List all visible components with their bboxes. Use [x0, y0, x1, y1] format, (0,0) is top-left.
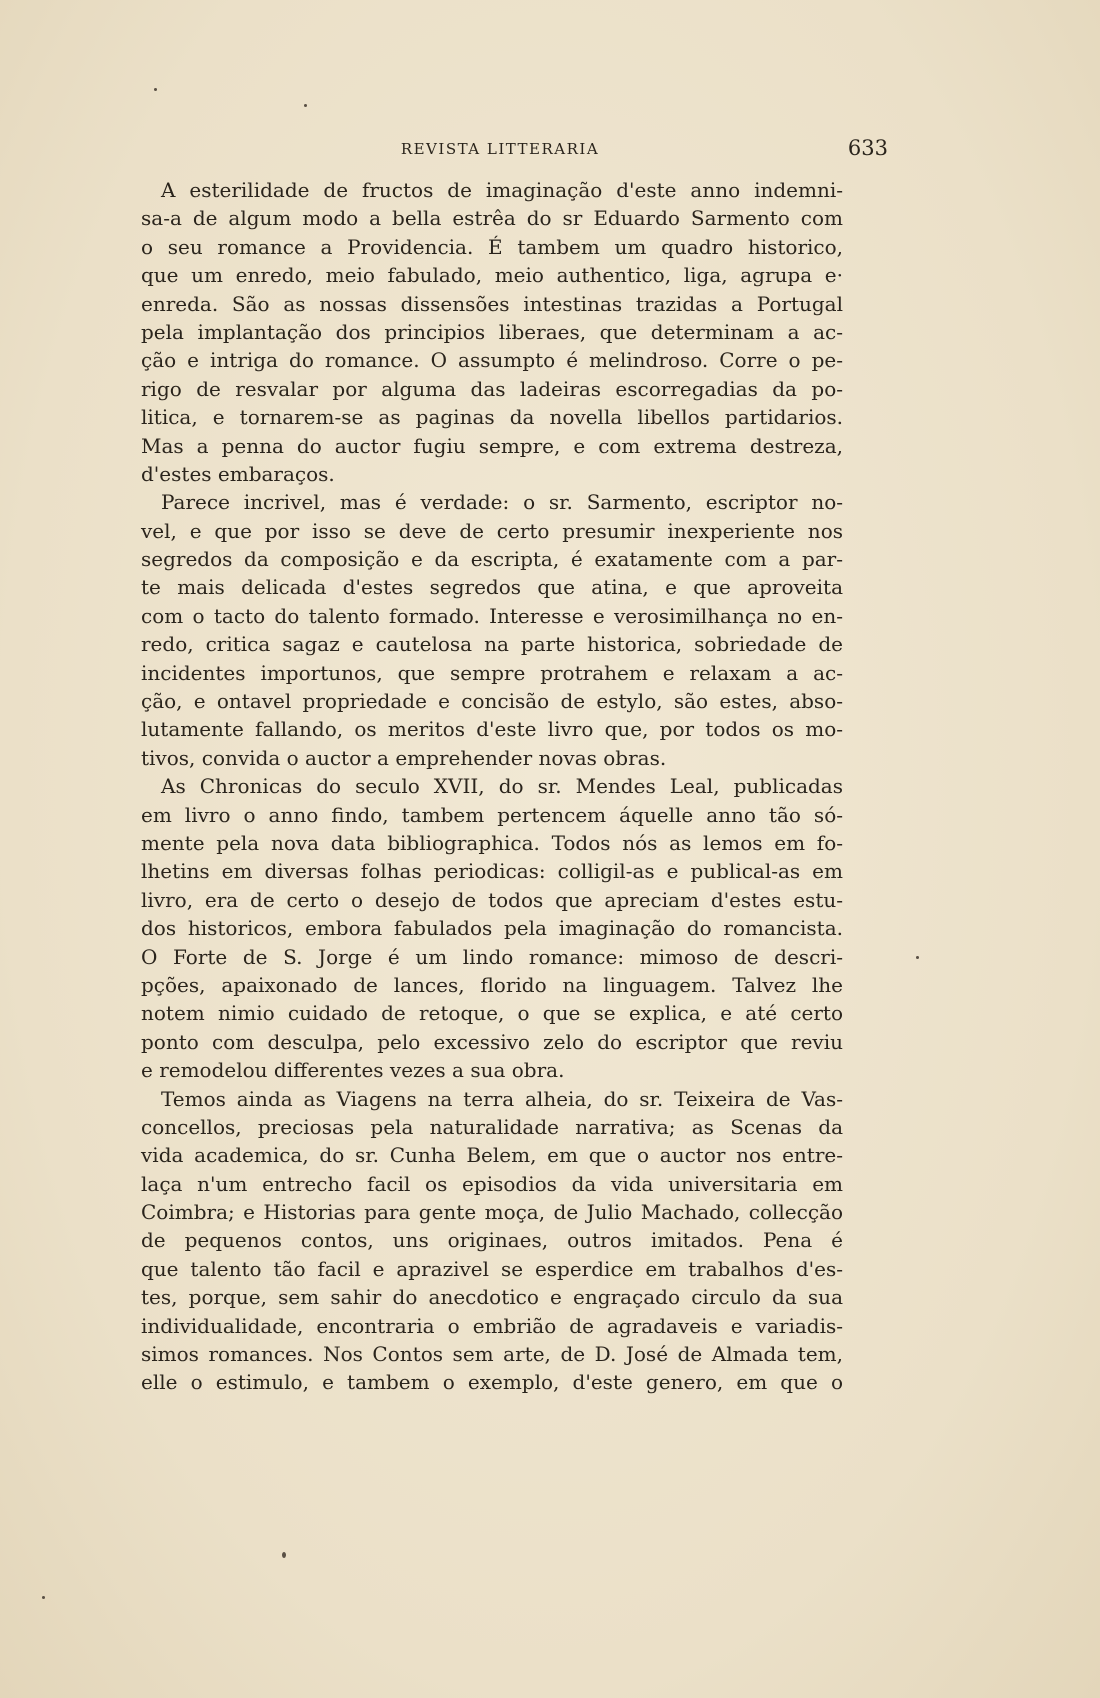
text-line: litica, e tornarem-se as paginas da novella libellos partidarios.	[141, 405, 843, 430]
text-line: tes, porque, sem sahir do anecdotico e engraçado circulo da sua	[141, 1285, 843, 1310]
text-line: As Chronicas do seculo XVII, do sr. Mendes Leal, publicadas	[161, 774, 843, 799]
text-line: que talento tão facil e aprazivel se esperdice em trabalhos d'es-	[141, 1256, 843, 1281]
text-line: ção, e ontavel propriedade e concisão de estylo, são estes, abso-	[141, 689, 843, 714]
text-line: individualidade, encontraria o embrião de agradaveis e variadis-	[141, 1313, 843, 1338]
text-line: d'estes embaraços.	[141, 461, 335, 486]
text-line: O Forte de S. Jorge é um lindo romance: mimoso de descri-	[141, 944, 843, 969]
text-line: enreda. São as nossas dissensões intestinas trazidas a Portugal	[141, 291, 843, 316]
text-line: Parece incrivel, mas é verdade: o sr. Sarmento, escriptor no-	[161, 490, 843, 515]
text-line: mente pela nova data bibliographica. Todos nós as lemos em fo-	[141, 830, 843, 855]
text-line: A esterilidade de fructos de imaginação d'este anno indemni-	[161, 178, 843, 202]
text-line: pela implantação dos principios liberaes, que determinam a ac-	[141, 319, 843, 344]
text-line: Temos ainda as Viagens na terra alheia, do sr. Teixeira de Vas-	[161, 1086, 843, 1111]
paper-speck	[42, 1596, 45, 1599]
text-line: de pequenos contos, uns originaes, outros imitados. Pena é	[141, 1228, 843, 1253]
text-line: sa-a de algum modo a bella estrêa do sr Eduardo Sarmento com	[141, 206, 843, 231]
paper-speck	[304, 104, 307, 107]
text-line: o seu romance a Providencia. É tambem um quadro historico,	[141, 234, 843, 259]
text-line: vida academica, do sr. Cunha Belem, em que o auctor nos entre-	[141, 1143, 843, 1168]
text-line: lutamente fallando, os meritos d'este livro que, por todos os mo-	[141, 717, 843, 742]
text-line: elle o estimulo, e tambem o exemplo, d'este genero, em que o	[141, 1370, 843, 1395]
text-line: e remodelou differentes vezes a sua obra.	[141, 1058, 565, 1083]
text-line: lhetins em diversas folhas periodicas: colligil-as e publical-as em	[141, 859, 843, 884]
text-line: livro, era de certo o desejo de todos que apreciam d'estes estu-	[141, 887, 843, 912]
text-line: incidentes importunos, que sempre protrahem e relaxam a ac-	[141, 660, 843, 685]
text-line: tivos, convida o auctor a emprehender novas obras.	[141, 745, 667, 770]
page-header	[142, 136, 888, 164]
text-line: rigo de resvalar por alguma das ladeiras escorregadias da po-	[141, 376, 843, 401]
body-text	[141, 176, 843, 1397]
paper-speck	[916, 956, 919, 959]
text-line: Coimbra; e Historias para gente moça, de Julio Machado, collecção	[141, 1200, 843, 1225]
text-line: segredos da composição e da escripta, é exatamente com a par-	[141, 547, 843, 572]
text-line: concellos, preciosas pela naturalidade narrativa; as Scenas da	[141, 1114, 843, 1139]
text-line: notem nimio cuidado de retoque, o que se explica, e até certo	[141, 1001, 843, 1026]
text-line: com o tacto do talento formado. Interesse e verosimilhança no en-	[141, 603, 843, 628]
text-line: dos historicos, embora fabulados pela imaginação do romancista.	[141, 916, 843, 941]
text-line: vel, e que por isso se deve de certo presumir inexperiente nos	[141, 518, 843, 543]
text-line: ponto com desculpa, pelo excessivo zelo do escriptor que reviu	[141, 1029, 843, 1054]
text-line: que um enredo, meio fabulado, meio authentico, liga, agrupa e·	[141, 263, 843, 288]
text-line: te mais delicada d'estes segredos que atina, e que aproveita	[141, 575, 843, 600]
text-line: pções, apaixonado de lances, florido na linguagem. Talvez lhe	[141, 972, 843, 997]
paper-speck	[154, 88, 157, 91]
page-number: 633	[847, 136, 888, 160]
text-line: ção e intriga do romance. O assumpto é melindroso. Corre o pe-	[141, 348, 843, 373]
text-line: simos romances. Nos Contos sem arte, de D. José de Almada tem,	[141, 1342, 843, 1367]
text-line: redo, critica sagaz e cautelosa na parte historica, sobriedade de	[141, 632, 843, 657]
text-line: em livro o anno findo, tambem pertencem áquelle anno tão só-	[141, 802, 843, 827]
paper-speck	[282, 1552, 286, 1558]
text-line: laça n'um entrecho facil os episodios da vida universitaria em	[141, 1171, 843, 1196]
text-line: Mas a penna do auctor fugiu sempre, e com extrema destreza,	[141, 433, 843, 458]
running-title: REVISTA LITTERARIA	[400, 140, 600, 158]
